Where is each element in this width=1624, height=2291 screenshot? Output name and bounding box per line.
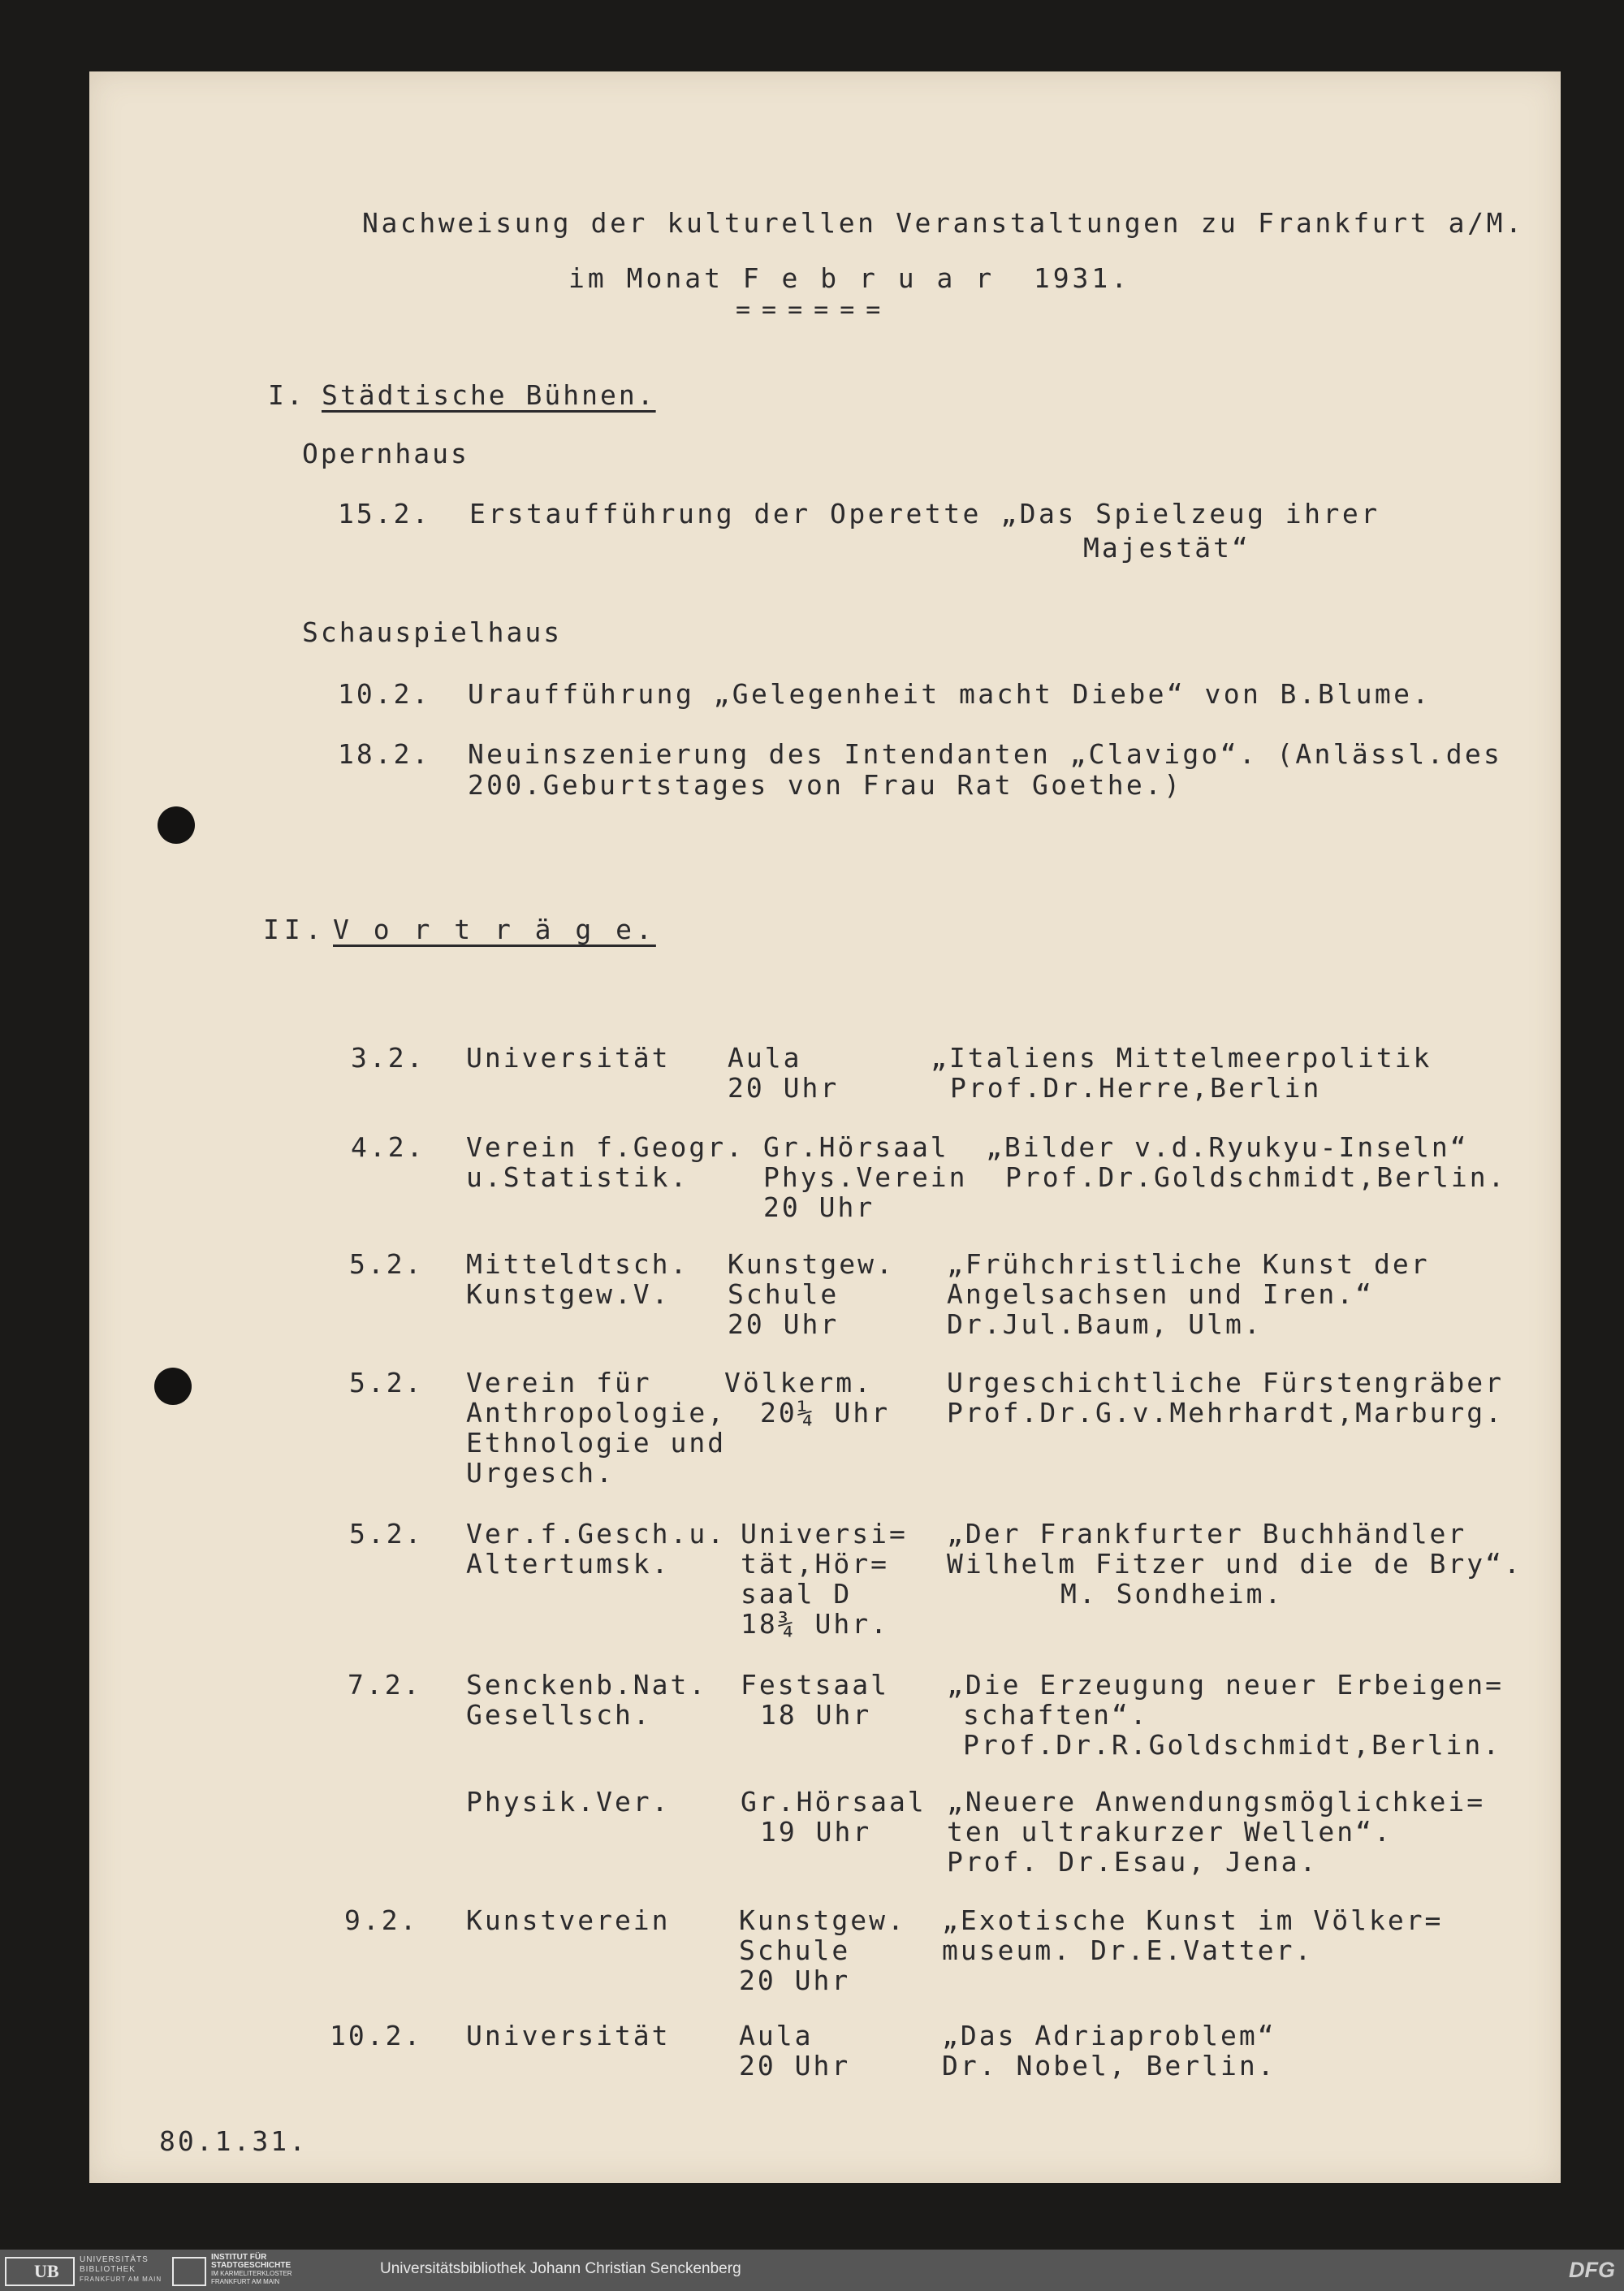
lecture-organizer: Kunstgew.V. [466,1278,671,1310]
month-underline: ====== [736,296,892,324]
lecture-venue-time: Schule [739,1934,851,1966]
lecture-venue-time: Universi= [741,1518,908,1550]
document-page [89,71,1561,2183]
lecture-topic-speaker: „Frühchristliche Kunst der [947,1248,1430,1280]
lecture-topic-speaker: Prof.Dr.Goldschmidt,Berlin. [1005,1161,1507,1193]
entry-text: Erstaufführung der Operette „Das Spielzeug ihrer [469,498,1380,530]
ub-name-line: BIBLIOTHEK [80,2265,136,2274]
lecture-date: 9.2. [344,1904,419,1936]
lecture-venue-time: 20 Uhr [728,1072,840,1104]
lecture-organizer: Kunstverein [466,1904,671,1936]
lecture-organizer: Urgesch. [466,1457,615,1489]
lecture-organizer: Senckenb.Nat. [466,1669,708,1701]
lecture-venue-time: Völkerm. [724,1367,873,1398]
venue-label: Opernhaus [302,438,469,469]
lecture-organizer: Universität [466,1042,671,1074]
lecture-topic-speaker: „Exotische Kunst im Völker= [942,1904,1444,1936]
institute-logo [172,2257,206,2286]
lecture-organizer: Universität [466,2020,671,2051]
lecture-topic-speaker: Urgeschichtliche Fürstengräber [947,1367,1505,1398]
entry-text: Neuinszenierung des Intendanten „Clavigo“. (Anlässl.des [468,738,1503,770]
entry-text: Uraufführung „Gelegenheit macht Diebe“ von B.Blume. [468,678,1432,710]
lecture-date: 5.2. [349,1518,424,1550]
lecture-topic-speaker: „Italiens Mittelmeerpolitik [931,1042,1432,1074]
lecture-topic-speaker: Angelsachsen und Iren.“ [947,1278,1374,1310]
lecture-topic-speaker: „Neuere Anwendungsmöglichkei= [947,1786,1486,1818]
lecture-venue-time: 20 Uhr [728,1308,840,1340]
entry-date: 15.2. [338,498,431,530]
lecture-topic-speaker: Prof. Dr.Esau, Jena. [947,1846,1319,1878]
lecture-topic-speaker: Prof.Dr.G.v.Mehrhardt,Marburg. [947,1397,1505,1429]
lecture-organizer: Ethnologie und [466,1427,727,1459]
lecture-venue-time: Aula [739,2020,814,2051]
lecture-venue-time: Gr.Hörsaal [741,1786,926,1818]
lecture-organizer: Mitteldtsch. [466,1248,689,1280]
ub-name-line: FRANKFURT AM MAIN [80,2276,162,2283]
lecture-venue-time: Schule [728,1278,840,1310]
lecture-venue-time: 20 Uhr [739,2050,851,2081]
lecture-venue-time: 18¾ Uhr. [741,1608,889,1640]
lecture-venue-time: tät,Hör= [741,1548,889,1580]
venue-label: Schauspielhaus [302,616,563,648]
library-name: Universitätsbibliothek Johann Christian Senckenberg [380,2260,741,2277]
lecture-organizer: Anthropologie, [466,1397,727,1429]
lecture-venue-time: 20¼ Uhr [760,1397,891,1429]
lecture-venue-time: Kunstgew. [739,1904,906,1936]
lecture-organizer: Verein f.Geogr. [466,1131,745,1163]
ub-logo [5,2257,75,2286]
institute-name-line: FRANKFURT AM MAIN [211,2278,280,2285]
entry-date: 10.2. [338,678,431,710]
section-heading: V o r t r ä g e. [333,914,656,945]
lecture-topic-speaker: M. Sondheim. [1060,1578,1284,1610]
ub-logo-text: UB [34,2261,59,2281]
lecture-venue-time: Gr.Hörsaal [763,1131,949,1163]
lecture-venue-time: 19 Uhr [760,1816,872,1848]
lecture-venue-time: Aula [728,1042,802,1074]
lecture-organizer: Physik.Ver. [466,1786,671,1818]
lecture-date: 4.2. [351,1131,425,1163]
institute-name-line: IM KARMELITERKLOSTER [211,2270,292,2277]
page-reference: 80.1.31. [159,2125,308,2157]
document-title: Nachweisung der kulturellen Veranstaltungen zu Frankfurt a/M. [362,207,1525,239]
lecture-topic-speaker: „Bilder v.d.Ryukyu-Inseln“ [986,1131,1469,1163]
institute-name-line: INSTITUT FÜR [211,2253,267,2262]
lecture-date: 3.2. [351,1042,425,1074]
ub-name [80,2255,162,2285]
month-line: im Monat F e b r u a r 1931. [568,262,1131,294]
entry-text-continued: Majestät“ [1083,532,1250,564]
institute-name [211,2254,292,2286]
punch-hole [154,1368,192,1405]
lecture-topic-speaker: schaften“. [963,1699,1149,1731]
lecture-topic-speaker: „Die Erzeugung neuer Erbeigen= [947,1669,1505,1701]
dfg-logo: DFG [1569,2258,1615,2282]
institute-name-line: STADTGESCHICHTE [211,2261,292,2270]
lecture-topic-speaker: Wilhelm Fitzer und die de Bry“. [947,1548,1522,1580]
lecture-date: 5.2. [349,1367,424,1398]
lecture-venue-time: Kunstgew. [728,1248,895,1280]
punch-hole [158,806,195,844]
lecture-venue-time: 20 Uhr [739,1965,851,1996]
lecture-topic-speaker: museum. Dr.E.Vatter. [942,1934,1314,1966]
lecture-organizer: u.Statistik. [466,1161,689,1193]
lecture-venue-time: Festsaal [741,1669,889,1701]
lecture-topic-speaker: Dr. Nobel, Berlin. [942,2050,1276,2081]
lecture-venue-time: 18 Uhr [760,1699,872,1731]
section-number: II. [263,914,326,945]
lecture-topic-speaker: „Der Frankfurter Buchhändler [947,1518,1467,1550]
lecture-topic-speaker: Dr.Jul.Baum, Ulm. [947,1308,1263,1340]
lecture-organizer: Ver.f.Gesch.u. [466,1518,727,1550]
section-number: I. [268,379,305,411]
lecture-date: 7.2. [348,1669,422,1701]
lecture-topic-speaker: ten ultrakurzer Wellen“. [947,1816,1393,1848]
lecture-organizer: Verein für [466,1367,652,1398]
ub-name-line: UNIVERSITÄTS [80,2255,149,2264]
section-heading: Städtische Bühnen. [322,379,656,411]
lecture-date: 5.2. [349,1248,424,1280]
footer-bar [0,2250,1624,2291]
lecture-venue-time: saal D [741,1578,853,1610]
lecture-topic-speaker: Prof.Dr.R.Goldschmidt,Berlin. [963,1729,1502,1761]
lecture-date: 10.2. [330,2020,423,2051]
entry-date: 18.2. [338,738,431,770]
lecture-organizer: Gesellsch. [466,1699,652,1731]
lecture-topic-speaker: „Das Adriaproblem“ [942,2020,1276,2051]
lecture-topic-speaker: Prof.Dr.Herre,Berlin [950,1072,1322,1104]
lecture-organizer: Altertumsk. [466,1548,671,1580]
entry-text-continued: 200.Geburtstages von Frau Rat Goethe.) [468,769,1183,801]
lecture-venue-time: Phys.Verein [763,1161,968,1193]
lecture-venue-time: 20 Uhr [763,1191,875,1223]
